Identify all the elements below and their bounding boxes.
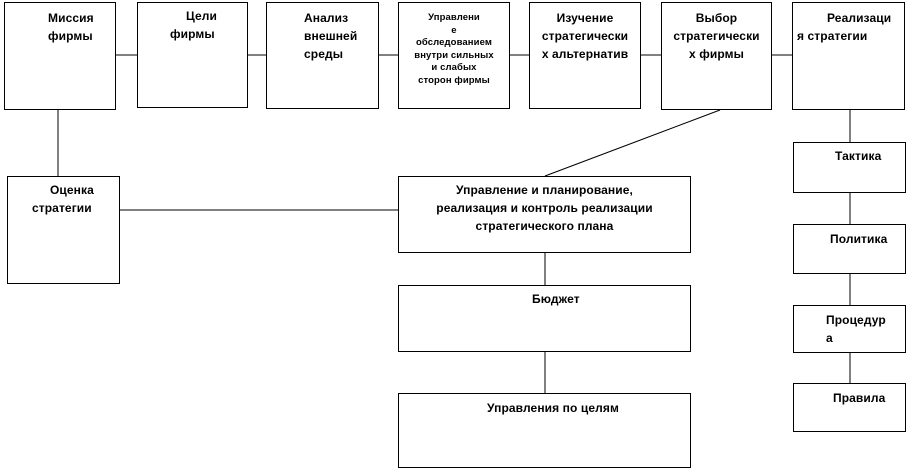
mission-label: Миссия фирмы [48,11,94,43]
strategy-implementation-label: Реализаци я стратегии [797,11,892,43]
connector-choice-management [545,110,720,176]
strategy-evaluation-label: Оценка стратегии [32,183,94,215]
management-planning-label: Управление и планирование, реализация и контроль реализации стратегического плана [436,183,653,233]
management-by-objectives-label: Управления по целям [487,401,619,415]
tactics-label: Тактика [835,149,882,163]
procedure-label: Процедур а [826,313,886,345]
budget-label: Бюджет [532,292,580,306]
rules-label: Правила [833,391,886,405]
strategy-choice-label: Выбор стратегически х фирмы [673,11,760,61]
environment-analysis-label: Анализ внешней среды [304,11,358,61]
internal-survey-label: Управлени е обследованием внутри сильных и слабых сторон фирмы [414,12,494,86]
goals-label: Цели фирмы [170,9,217,41]
policy-label: Политика [830,232,888,246]
alternatives-study-label: Изучение стратегически х альтернатив [541,11,629,61]
